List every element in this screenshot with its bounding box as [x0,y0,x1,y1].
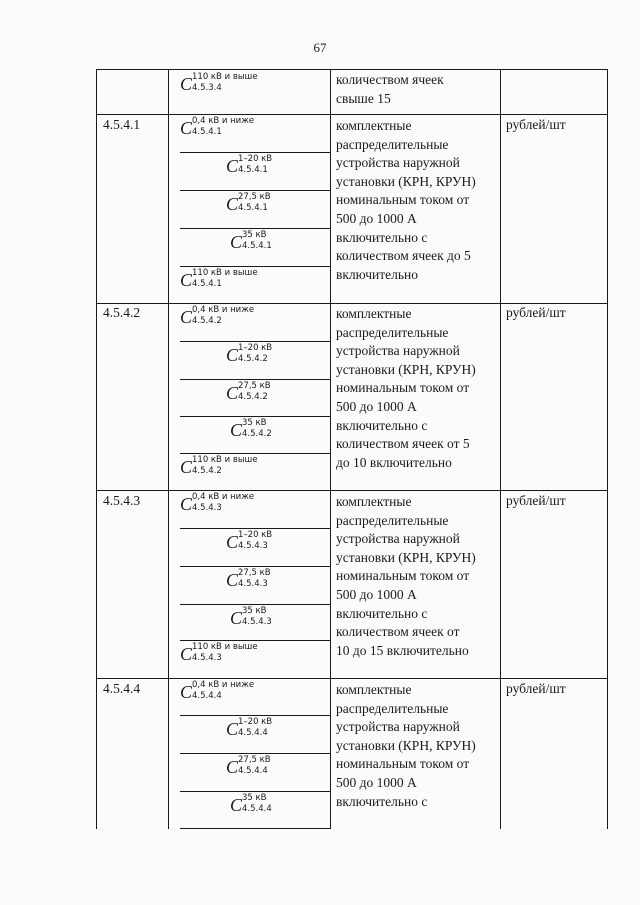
row-code: 4.5.4.1 [103,117,141,132]
formula-voltage: 27,5 кВ [238,381,271,391]
description-line: установки (КРН, КРУН) [336,549,476,565]
formula-voltage: 27,5 кВ [238,755,271,765]
formula-voltage: 0,4 кВ и ниже [192,492,255,502]
formula-cell [180,71,324,101]
table-border-left [96,69,97,829]
description-cell [336,305,496,472]
formula-voltage: 27,5 кВ [238,192,271,202]
row-code: 4.5.4.4 [103,681,141,696]
formula-voltage: 110 кВ и выше [192,72,258,82]
description-line: распределительные [336,512,449,528]
formula-index: 4.5.4.1 [242,241,272,251]
description-line: устройства наружной [336,719,460,735]
description-line: комплектные [336,682,412,697]
description-line: устройства наружной [336,531,460,547]
formula-symbol: C [226,570,239,590]
formula-symbol: C [230,420,243,440]
description-line: номинальным током от [336,380,470,396]
formula-voltage: 1–20 кВ [238,343,273,353]
description-line: включительно с [336,605,428,621]
description-line: распределительные [336,324,449,340]
formula-index: 4.5.4.4 [238,728,268,738]
description-line: количеством ячеек от 5 [336,436,470,452]
row-code: 4.5.4.3 [103,493,141,508]
description-line: номинальным током от [336,568,470,584]
formula-symbol: C [180,118,193,138]
description-cell [336,493,496,660]
description-line: комплектные [336,494,412,509]
formula-symbol: C [226,194,239,214]
page-number: 67 [313,40,327,55]
description-line: устройства наружной [336,155,460,171]
formula-symbol: C [226,383,239,403]
formula-voltage: 0,4 кВ и ниже [192,305,255,315]
formula-index: 4.5.4.2 [238,392,268,402]
formula-index: 4.5.4.4 [192,691,222,701]
row-divider [96,303,608,304]
formula-symbol: C [180,644,193,664]
formula-index: 4.5.4.4 [242,804,272,814]
formula-cell [180,304,324,334]
tariff-table [96,69,608,829]
description-line: 10 до 15 включительно [336,642,469,658]
formula-voltage: 35 кВ [242,606,267,616]
formula-symbol: C [180,74,193,94]
formula-voltage: 110 кВ и выше [192,268,258,278]
formula-index: 4.5.4.3 [192,653,222,663]
row-unit: рублей/шт [506,493,566,508]
description-line: 500 до 1000 А [336,774,417,790]
row-divider [96,678,608,679]
row-unit: рублей/шт [506,305,566,320]
description-line: устройства наружной [336,343,460,359]
formula-voltage: 0,4 кВ и ниже [192,116,255,126]
formula-voltage: 1–20 кВ [238,154,273,164]
formula-symbol: C [180,682,193,702]
formula-cell [180,491,324,521]
description-line: установки (КРН, КРУН) [336,173,476,189]
formula-index: 4.5.4.3 [238,579,268,589]
formula-cell [180,267,324,297]
column-divider-formula [330,69,331,829]
description-line: включительно с [336,417,428,433]
formula-divider [180,828,330,829]
formula-index: 4.5.4.1 [192,127,222,137]
table-border-right [607,69,608,829]
formula-index: 4.5.4.4 [238,766,268,776]
description-line: 500 до 1000 А [336,586,417,602]
description-line: установки (КРН, КРУН) [336,737,476,753]
formula-index: 4.5.4.3 [242,617,272,627]
description-line: 500 до 1000 А [336,210,417,226]
formula-index: 4.5.4.3 [238,541,268,551]
description-line: включительно с [336,793,428,809]
formula-cell [180,641,324,671]
row-unit: рублей/шт [506,681,566,696]
formula-index: 4.5.4.2 [242,429,272,439]
column-divider-code [168,69,169,829]
formula-symbol: C [226,345,239,365]
description-line: до 10 включительно [336,454,452,470]
description-line: комплектные [336,118,412,133]
formula-symbol: C [180,270,193,290]
formula-index: 4.5.4.1 [238,203,268,213]
formula-symbol: C [180,457,193,477]
formula-voltage: 1–20 кВ [238,530,273,540]
description-line: количеством ячеек [336,72,444,87]
formula-voltage: 35 кВ [242,793,267,803]
table-border-top [96,69,608,70]
description-line: свыше 15 [336,90,391,106]
formula-voltage: 1–20 кВ [238,717,273,727]
formula-voltage: 0,4 кВ и ниже [192,680,255,690]
formula-voltage: 27,5 кВ [238,568,271,578]
formula-symbol: C [230,232,243,252]
description-line: распределительные [336,136,449,152]
formula-symbol: C [226,719,239,739]
row-divider [96,490,608,491]
formula-symbol: C [180,307,193,327]
description-cell [336,71,496,108]
row-code: 4.5.4.2 [103,305,141,320]
formula-index: 4.5.4.1 [192,279,222,289]
formula-index: 4.5.4.2 [192,316,222,326]
description-line: включительно с [336,229,428,245]
row-divider [96,114,608,115]
formula-symbol: C [226,156,239,176]
description-line: количеством ячеек до 5 [336,248,471,264]
description-line: количеством ячеек от [336,624,460,640]
formula-cell [180,679,324,709]
formula-voltage: 110 кВ и выше [192,642,258,652]
formula-index: 4.5.4.1 [238,165,268,175]
formula-index: 4.5.4.2 [192,466,222,476]
description-line: распределительные [336,700,449,716]
formula-symbol: C [226,532,239,552]
formula-index: 4.5.4.3 [192,503,222,513]
description-cell [336,681,496,811]
description-line: 500 до 1000 А [336,398,417,414]
formula-voltage: 110 кВ и выше [192,455,258,465]
formula-symbol: C [180,494,193,514]
formula-symbol: C [226,757,239,777]
formula-voltage: 35 кВ [242,418,267,428]
column-divider-desc [500,69,501,829]
description-line: комплектные [336,306,412,321]
row-unit: рублей/шт [506,117,566,132]
description-line: номинальным током от [336,192,470,208]
formula-index: 4.5.4.2 [238,354,268,364]
description-cell [336,117,496,284]
formula-cell [180,454,324,484]
description-line: установки (КРН, КРУН) [336,361,476,377]
formula-cell [180,115,324,145]
description-line: номинальным током от [336,756,470,772]
formula-symbol: C [230,795,243,815]
formula-symbol: C [230,608,243,628]
formula-index: 4.5.3.4 [192,83,222,93]
description-line: включительно [336,266,419,282]
formula-voltage: 35 кВ [242,230,267,240]
